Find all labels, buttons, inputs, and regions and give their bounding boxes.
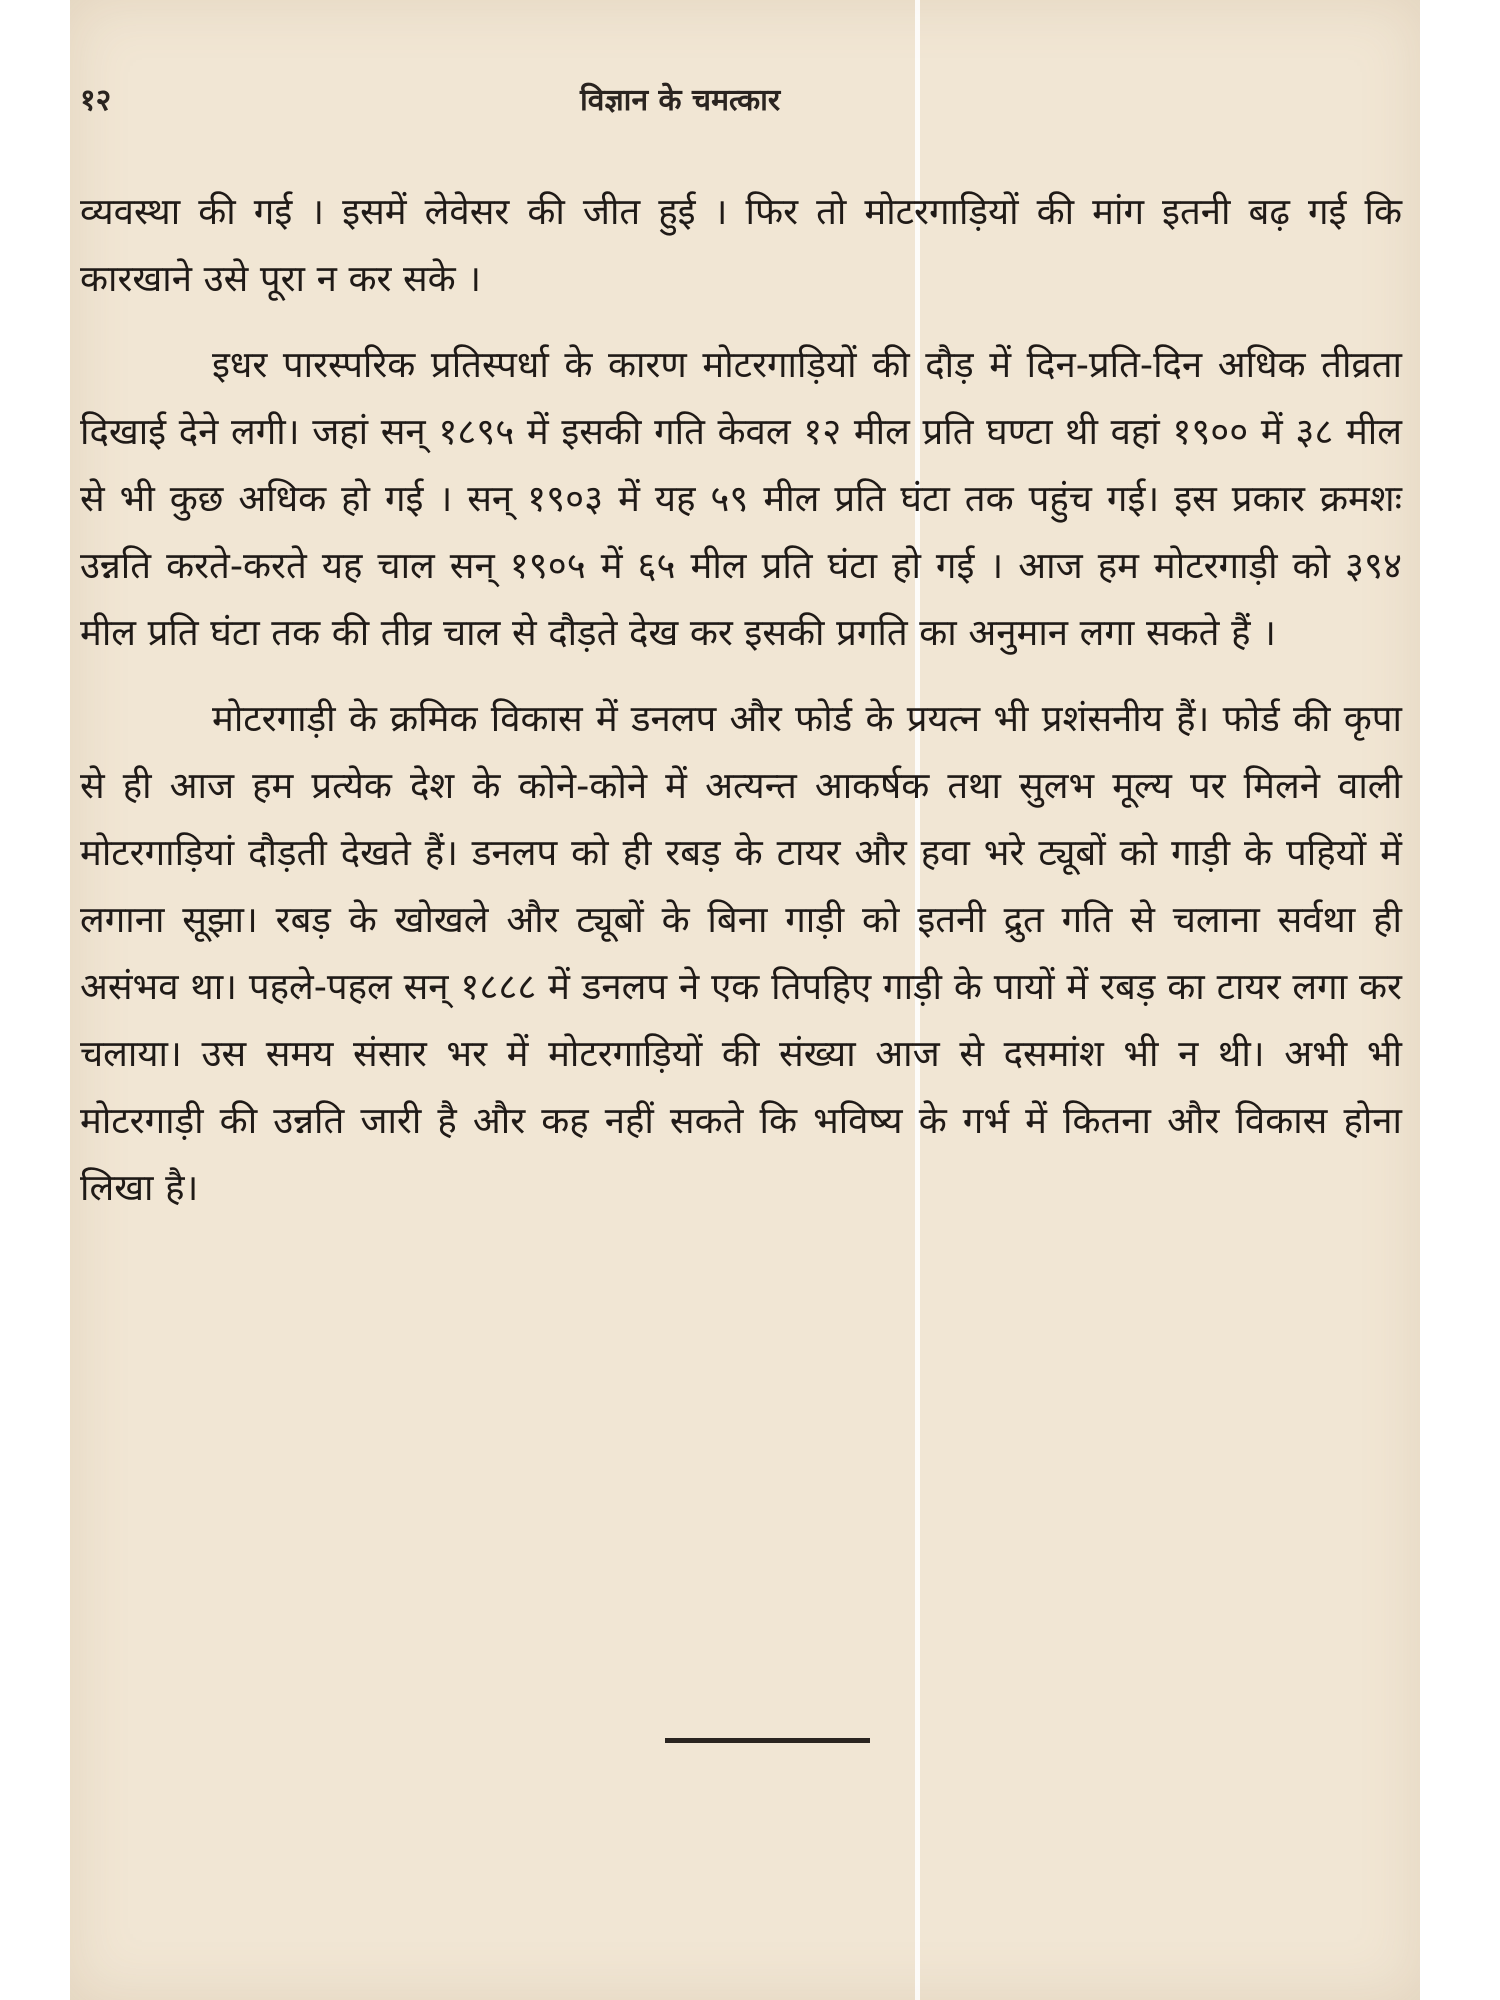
- page-header: [80, 78, 1400, 118]
- page-number: १२: [80, 83, 112, 118]
- paragraph-dunlop-ford: मोटरगाड़ी के क्रमिक विकास में डनलप और फोर्ड के प्रयत्न भी प्रशंसनीय हैं। फोर्ड की कृपा से ही आज हम प्रत्येक देश के कोने-कोने में अत्यन्त आकर्षक तथा सुलभ मूल्य पर मिलने वाली मोटरगाड़ियां दौड़ती देखते हैं। डनलप को ही रबड़ के टायर और हवा भरे ट्यूबों को गाड़ी के पहियों में लगाना सूझा। रबड़ के खोखले और ट्यूबों के बिना गाड़ी को इतनी द्रुत गति से चलाना सर्वथा ही असंभव था। पहले-पहल सन् १८८८ में डनलप ने एक तिपहिए गाड़ी के पायों में रबड़ का टायर लगा कर चलाया। उस समय संसार भर में मोटरगाड़ियों की संख्या आज से दसमांश भी न थी। अभी भी मोटरगाड़ी की उन्नति जारी है और कह नहीं सकते कि भविष्य के गर्भ में कितना और विकास होना लिखा है।: [80, 697, 1402, 1209]
- body-text: [80, 178, 1402, 1240]
- section-end-rule: [665, 1738, 870, 1743]
- paragraph-continuation: व्यवस्था की गई । इसमें लेवेसर की जीत हुई । फिर तो मोटरगाड़ियों की मांग इतनी बढ़ गई कि कारखाने उसे पूरा न कर सके ।: [80, 190, 1402, 300]
- paragraph-speed-progress: इधर पारस्परिक प्रतिस्पर्धा के कारण मोटरगाड़ियों की दौड़ में दिन-प्रति-दिन अधिक तीव्रता दिखाई देने लगी। जहां सन् १८९५ में इसकी गति केवल १२ मील प्रति घण्टा थी वहां १९०० में ३८ मील से भी कुछ अधिक हो गई । सन् १९०३ में यह ५९ मील प्रति घंटा तक पहुंच गई। इस प्रकार क्रमशः उन्नति करते-करते यह चाल सन् १९०५ में ६५ मील प्रति घंटा हो गई । आज हम मोटरगाड़ी को ३९४ मील प्रति घंटा तक की तीव्र चाल से दौड़ते देख कर इसकी प्रगति का अनुमान लगा सकते हैं ।: [80, 343, 1402, 654]
- running-title: विज्ञान के चमत्कार: [580, 83, 781, 118]
